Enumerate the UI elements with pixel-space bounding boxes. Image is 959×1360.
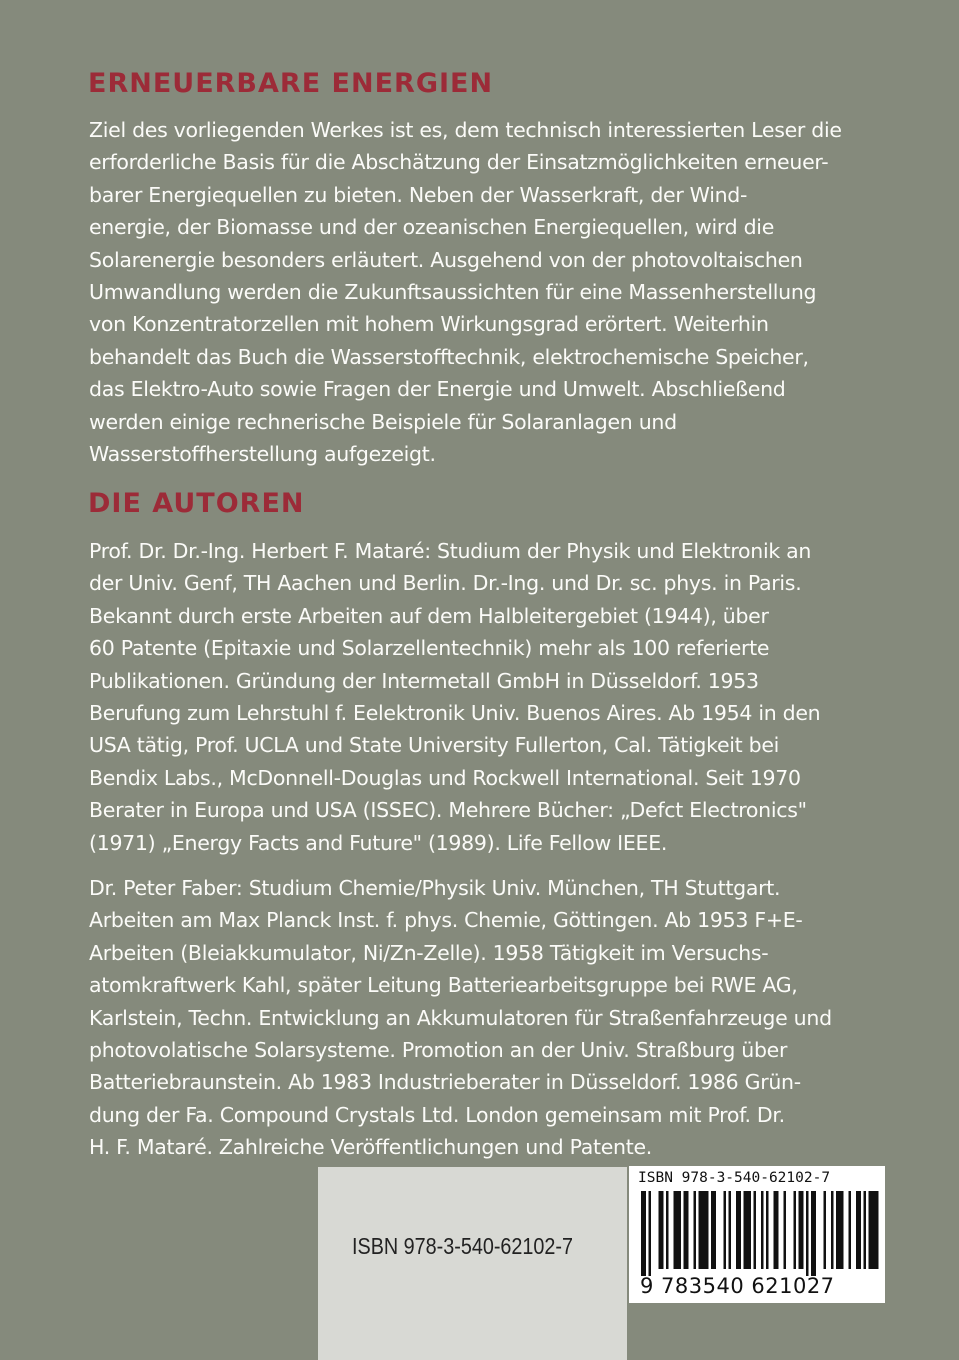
text-line: (1971) „Energy Facts and Future" (1989). Life Fellow IEEE. [89,830,668,855]
text-line: Umwandlung werden die Zukunftsaussichten für eine Massenherstellung [89,280,817,305]
description-paragraph [89,114,874,470]
text-line: behandelt das Buch die Wasserstofftechnik, elektrochemische Speicher, [89,344,809,369]
text-line: Karlstein, Techn. Entwicklung an Akkumulatoren für Straßenfahrzeuge und [89,1005,832,1030]
text-line: Publikationen. Gründung der Intermetall GmbH in Düsseldorf. 1953 [89,668,759,693]
barcode-bar [849,1191,852,1269]
text-line: Bendix Labs., McDonnell-Douglas und Rockwell International. Seit 1970 [89,765,801,790]
barcode-bar [711,1191,716,1269]
section-title-renewable-energy: ERNEUERBARE ENERGIEN [88,68,494,99]
text-line: Bekannt durch erste Arbeiten auf dem Halbleitergebiet (1944), über [89,603,769,628]
barcode-bar [729,1191,732,1269]
text-line: photovolatische Solarsysteme. Promotion an der Univ. Straßburg über [89,1038,788,1063]
text-line: Ziel des vorliegenden Werkes ist es, dem technisch interessierten Leser die [89,118,842,142]
isbn-label-box [318,1167,627,1360]
text-line: barer Energiequellen zu bieten. Neben der Wasserkraft, der Wind- [89,182,748,207]
barcode-isbn-text: ISBN 978-3-540-62102-7 [638,1170,831,1186]
isbn-barcode [629,1166,885,1303]
barcode-bar [799,1191,804,1269]
barcode-bar [641,1191,646,1276]
barcode-bar [784,1191,787,1269]
text-line: Dr. Peter Faber: Studium Chemie/Physik Univ. München, TH Stuttgart. [89,876,781,900]
barcode-bar [836,1191,844,1269]
text-line: USA tätig, Prof. UCLA und State University Fullerton, Cal. Tätigkeit bei [89,733,780,758]
barcode-bar [744,1191,752,1269]
text-line: Batteriebraunstein. Ab 1983 Industrieberater in Düsseldorf. 1986 Grün- [89,1070,801,1095]
author-bio-matare [89,535,874,859]
barcode-bar [699,1191,709,1269]
barcode-bar [869,1191,879,1269]
text-line: Berater in Europa und USA (ISSEC). Mehrere Bücher: „Defct Electronics" [89,798,807,823]
barcode-bar [794,1191,797,1269]
barcode-bar [774,1191,779,1269]
text-line: dung der Fa. Compound Crystals Ltd. London gemeinsam mit Prof. Dr. [89,1102,785,1127]
text-line: der Univ. Genf, TH Aachen und Berlin. Dr.-Ing. und Dr. sc. phys. in Paris. [89,571,802,596]
text-line: das Elektro-Auto sowie Fragen der Energie und Umwelt. Abschließend [89,377,786,402]
barcode-bar [831,1191,834,1269]
barcode-bar [649,1191,652,1276]
barcode-bar [864,1191,867,1269]
text-line: Arbeiten (Bleiakkumulator, Ni/Zn-Zelle). 1958 Tätigkeit im Versuchs- [89,940,769,965]
barcode-bar [824,1191,827,1269]
text-line: von Konzentratorzellen mit hohem Wirkungsgrad erörtert. Weiterhin [89,312,769,337]
section-title-authors: DIE AUTOREN [88,488,305,519]
barcode-bar [684,1191,689,1269]
barcode-bar [811,1191,816,1276]
text-line: Wasserstoffherstellung aufgezeigt. [89,442,436,467]
text-line: erforderliche Basis für die Abschätzung der Einsatzmöglichkeiten erneuer- [89,150,829,175]
text-line: Arbeiten am Max Planck Inst. f. phys. Chemie, Göttingen. Ab 1953 F+E- [89,908,803,933]
text-line: werden einige rechnerische Beispiele für Solaranlagen und [89,409,677,434]
barcode-bar [806,1191,809,1276]
barcode-bar [761,1191,764,1269]
barcode-bar [666,1191,669,1269]
barcode-bar [736,1191,741,1269]
text-line: energie, der Biomasse und der ozeanischen Energiequellen, wird die [89,215,775,240]
barcode-bar [766,1191,769,1269]
isbn-number: ISBN 978-3-540-62102-7 [352,1233,574,1259]
text-line: Berufung zum Lehrstuhl f. Eelektronik Univ. Buenos Aires. Ab 1954 in den [89,701,821,726]
text-line: H. F. Mataré. Zahlreiche Veröffentlichungen und Patente. [89,1135,653,1160]
author-bio-faber [89,872,874,1164]
barcode-bar [724,1191,727,1269]
text-line: atomkraftwerk Kahl, später Leitung Batteriearbeitsgruppe bei RWE AG, [89,973,798,998]
barcode-bar [856,1191,861,1269]
barcode-bar [754,1191,757,1269]
text-line: Prof. Dr. Dr.-Ing. Herbert F. Mataré: Studium der Physik und Elektronik an [89,539,812,563]
barcode-bar [674,1191,682,1269]
text-line: Solarenergie besonders erläutert. Ausgehend von der photovoltaischen [89,247,803,272]
barcode-bar [659,1191,664,1269]
barcode-digits: 9 783540 621027 [640,1274,835,1298]
barcode-bar [694,1191,697,1269]
text-line: 60 Patente (Epitaxie und Solarzellentechnik) mehr als 100 referierte [89,636,770,661]
